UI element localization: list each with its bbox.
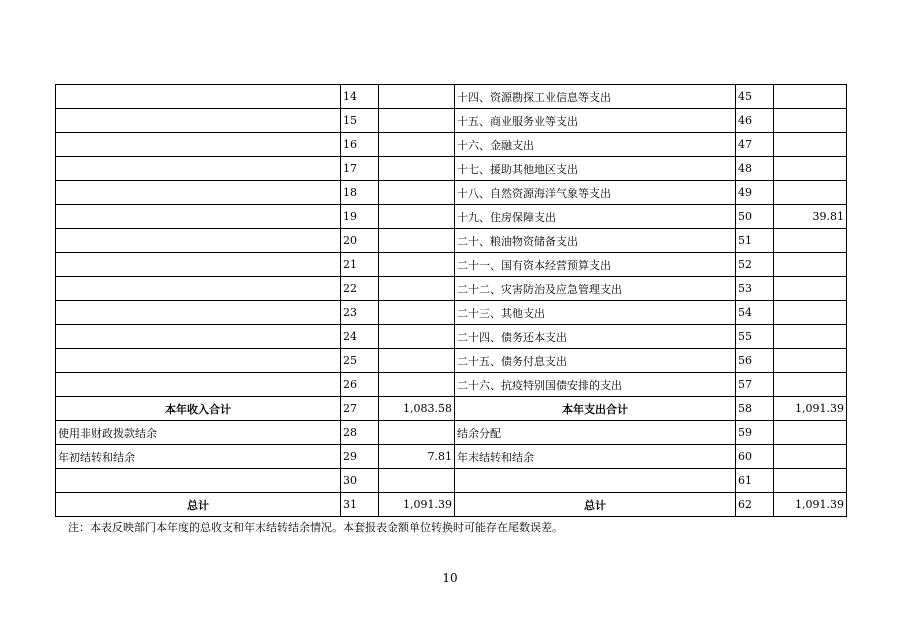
income-row-number: 24 xyxy=(341,325,379,349)
expenditure-amount xyxy=(774,109,847,133)
income-item-label xyxy=(56,205,341,229)
income-row-number: 19 xyxy=(341,205,379,229)
expenditure-item-label: 结余分配 xyxy=(455,421,736,445)
table-row xyxy=(56,277,847,301)
expenditure-row-number: 58 xyxy=(736,397,774,421)
income-item-label xyxy=(56,109,341,133)
expenditure-amount xyxy=(774,445,847,469)
expenditure-amount xyxy=(774,325,847,349)
income-row-number: 21 xyxy=(341,253,379,277)
expenditure-item-label: 年末结转和结余 xyxy=(455,445,736,469)
expenditure-amount xyxy=(774,349,847,373)
income-amount xyxy=(379,421,455,445)
income-row-number: 29 xyxy=(341,445,379,469)
income-row-number: 17 xyxy=(341,157,379,181)
income-row-number: 22 xyxy=(341,277,379,301)
table-row xyxy=(56,325,847,349)
expenditure-item-label xyxy=(455,469,736,493)
income-amount xyxy=(379,85,455,109)
income-item-label xyxy=(56,469,341,493)
income-item-label xyxy=(56,133,341,157)
table-row xyxy=(56,229,847,253)
income-item-label: 本年收入合计 xyxy=(56,397,341,421)
expenditure-item-label: 二十二、灾害防治及应急管理支出 xyxy=(455,277,736,301)
income-amount xyxy=(379,301,455,325)
income-item-label: 总计 xyxy=(56,493,341,517)
expenditure-row-number: 55 xyxy=(736,325,774,349)
income-item-label xyxy=(56,349,341,373)
expenditure-item-label: 二十三、其他支出 xyxy=(455,301,736,325)
income-item-label: 年初结转和结余 xyxy=(56,445,341,469)
table-row xyxy=(56,301,847,325)
income-item-label: 使用非财政拨款结余 xyxy=(56,421,341,445)
income-row-number: 26 xyxy=(341,373,379,397)
expenditure-row-number: 52 xyxy=(736,253,774,277)
table-row xyxy=(56,181,847,205)
expenditure-item-label: 本年支出合计 xyxy=(455,397,736,421)
expenditure-row-number: 54 xyxy=(736,301,774,325)
expenditure-item-label: 二十五、债务付息支出 xyxy=(455,349,736,373)
expenditure-row-number: 48 xyxy=(736,157,774,181)
table-row xyxy=(56,421,847,445)
income-row-number: 30 xyxy=(341,469,379,493)
expenditure-amount xyxy=(774,253,847,277)
expenditure-item-label: 二十六、抗疫特别国债安排的支出 xyxy=(455,373,736,397)
expenditure-row-number: 53 xyxy=(736,277,774,301)
income-amount xyxy=(379,133,455,157)
expenditure-amount xyxy=(774,373,847,397)
expenditure-row-number: 50 xyxy=(736,205,774,229)
table-note: 注：本表反映部门本年度的总收支和年末结转结余情况。本套报表金额单位转换时可能存在尾数误差。 xyxy=(68,521,563,534)
income-item-label xyxy=(56,85,341,109)
expenditure-amount xyxy=(774,181,847,205)
expenditure-amount xyxy=(774,421,847,445)
expenditure-row-number: 51 xyxy=(736,229,774,253)
income-amount xyxy=(379,157,455,181)
income-expenditure-table xyxy=(55,84,847,517)
expenditure-row-number: 56 xyxy=(736,349,774,373)
table-row xyxy=(56,349,847,373)
income-amount xyxy=(379,253,455,277)
expenditure-row-number: 46 xyxy=(736,109,774,133)
expenditure-amount xyxy=(774,277,847,301)
table-body xyxy=(56,85,847,517)
income-amount: 1,083.58 xyxy=(379,397,455,421)
income-amount xyxy=(379,349,455,373)
income-item-label xyxy=(56,325,341,349)
table-row xyxy=(56,85,847,109)
expenditure-item-label: 十九、住房保障支出 xyxy=(455,205,736,229)
expenditure-row-number: 47 xyxy=(736,133,774,157)
expenditure-row-number: 45 xyxy=(736,85,774,109)
income-row-number: 18 xyxy=(341,181,379,205)
expenditure-row-number: 59 xyxy=(736,421,774,445)
income-amount: 7.81 xyxy=(379,445,455,469)
expenditure-row-number: 60 xyxy=(736,445,774,469)
income-row-number: 23 xyxy=(341,301,379,325)
table-row xyxy=(56,469,847,493)
income-row-number: 20 xyxy=(341,229,379,253)
table-row xyxy=(56,133,847,157)
income-amount xyxy=(379,205,455,229)
expenditure-row-number: 57 xyxy=(736,373,774,397)
income-amount xyxy=(379,181,455,205)
income-row-number: 14 xyxy=(341,85,379,109)
expenditure-item-label: 十六、金融支出 xyxy=(455,133,736,157)
table-row xyxy=(56,373,847,397)
table-row xyxy=(56,253,847,277)
expenditure-row-number: 49 xyxy=(736,181,774,205)
expenditure-item-label: 二十一、国有资本经营预算支出 xyxy=(455,253,736,277)
income-row-number: 31 xyxy=(341,493,379,517)
income-item-label xyxy=(56,229,341,253)
expenditure-item-label: 十五、商业服务业等支出 xyxy=(455,109,736,133)
income-amount xyxy=(379,373,455,397)
expenditure-amount xyxy=(774,301,847,325)
table-row xyxy=(56,205,847,229)
table-row xyxy=(56,397,847,421)
income-amount xyxy=(379,229,455,253)
page-number: 10 xyxy=(442,571,458,585)
table-row xyxy=(56,493,847,517)
expenditure-item-label: 十四、资源勘探工业信息等支出 xyxy=(455,85,736,109)
income-item-label xyxy=(56,157,341,181)
expenditure-amount: 1,091.39 xyxy=(774,397,847,421)
table-row xyxy=(56,157,847,181)
income-row-number: 16 xyxy=(341,133,379,157)
expenditure-amount xyxy=(774,85,847,109)
expenditure-amount xyxy=(774,157,847,181)
expenditure-amount: 1,091.39 xyxy=(774,493,847,517)
income-row-number: 27 xyxy=(341,397,379,421)
income-item-label xyxy=(56,253,341,277)
income-row-number: 15 xyxy=(341,109,379,133)
expenditure-amount xyxy=(774,229,847,253)
expenditure-amount xyxy=(774,469,847,493)
expenditure-amount: 39.81 xyxy=(774,205,847,229)
income-item-label xyxy=(56,277,341,301)
expenditure-item-label: 二十、粮油物资储备支出 xyxy=(455,229,736,253)
expenditure-item-label: 十七、援助其他地区支出 xyxy=(455,157,736,181)
expenditure-item-label: 十八、自然资源海洋气象等支出 xyxy=(455,181,736,205)
table-row xyxy=(56,445,847,469)
income-row-number: 28 xyxy=(341,421,379,445)
income-row-number: 25 xyxy=(341,349,379,373)
table-row xyxy=(56,109,847,133)
expenditure-row-number: 62 xyxy=(736,493,774,517)
expenditure-item-label: 总计 xyxy=(455,493,736,517)
income-item-label xyxy=(56,181,341,205)
income-amount xyxy=(379,109,455,133)
expenditure-item-label: 二十四、债务还本支出 xyxy=(455,325,736,349)
income-amount xyxy=(379,277,455,301)
income-amount xyxy=(379,325,455,349)
income-item-label xyxy=(56,373,341,397)
expenditure-row-number: 61 xyxy=(736,469,774,493)
income-item-label xyxy=(56,301,341,325)
expenditure-amount xyxy=(774,133,847,157)
income-amount: 1,091.39 xyxy=(379,493,455,517)
income-amount xyxy=(379,469,455,493)
